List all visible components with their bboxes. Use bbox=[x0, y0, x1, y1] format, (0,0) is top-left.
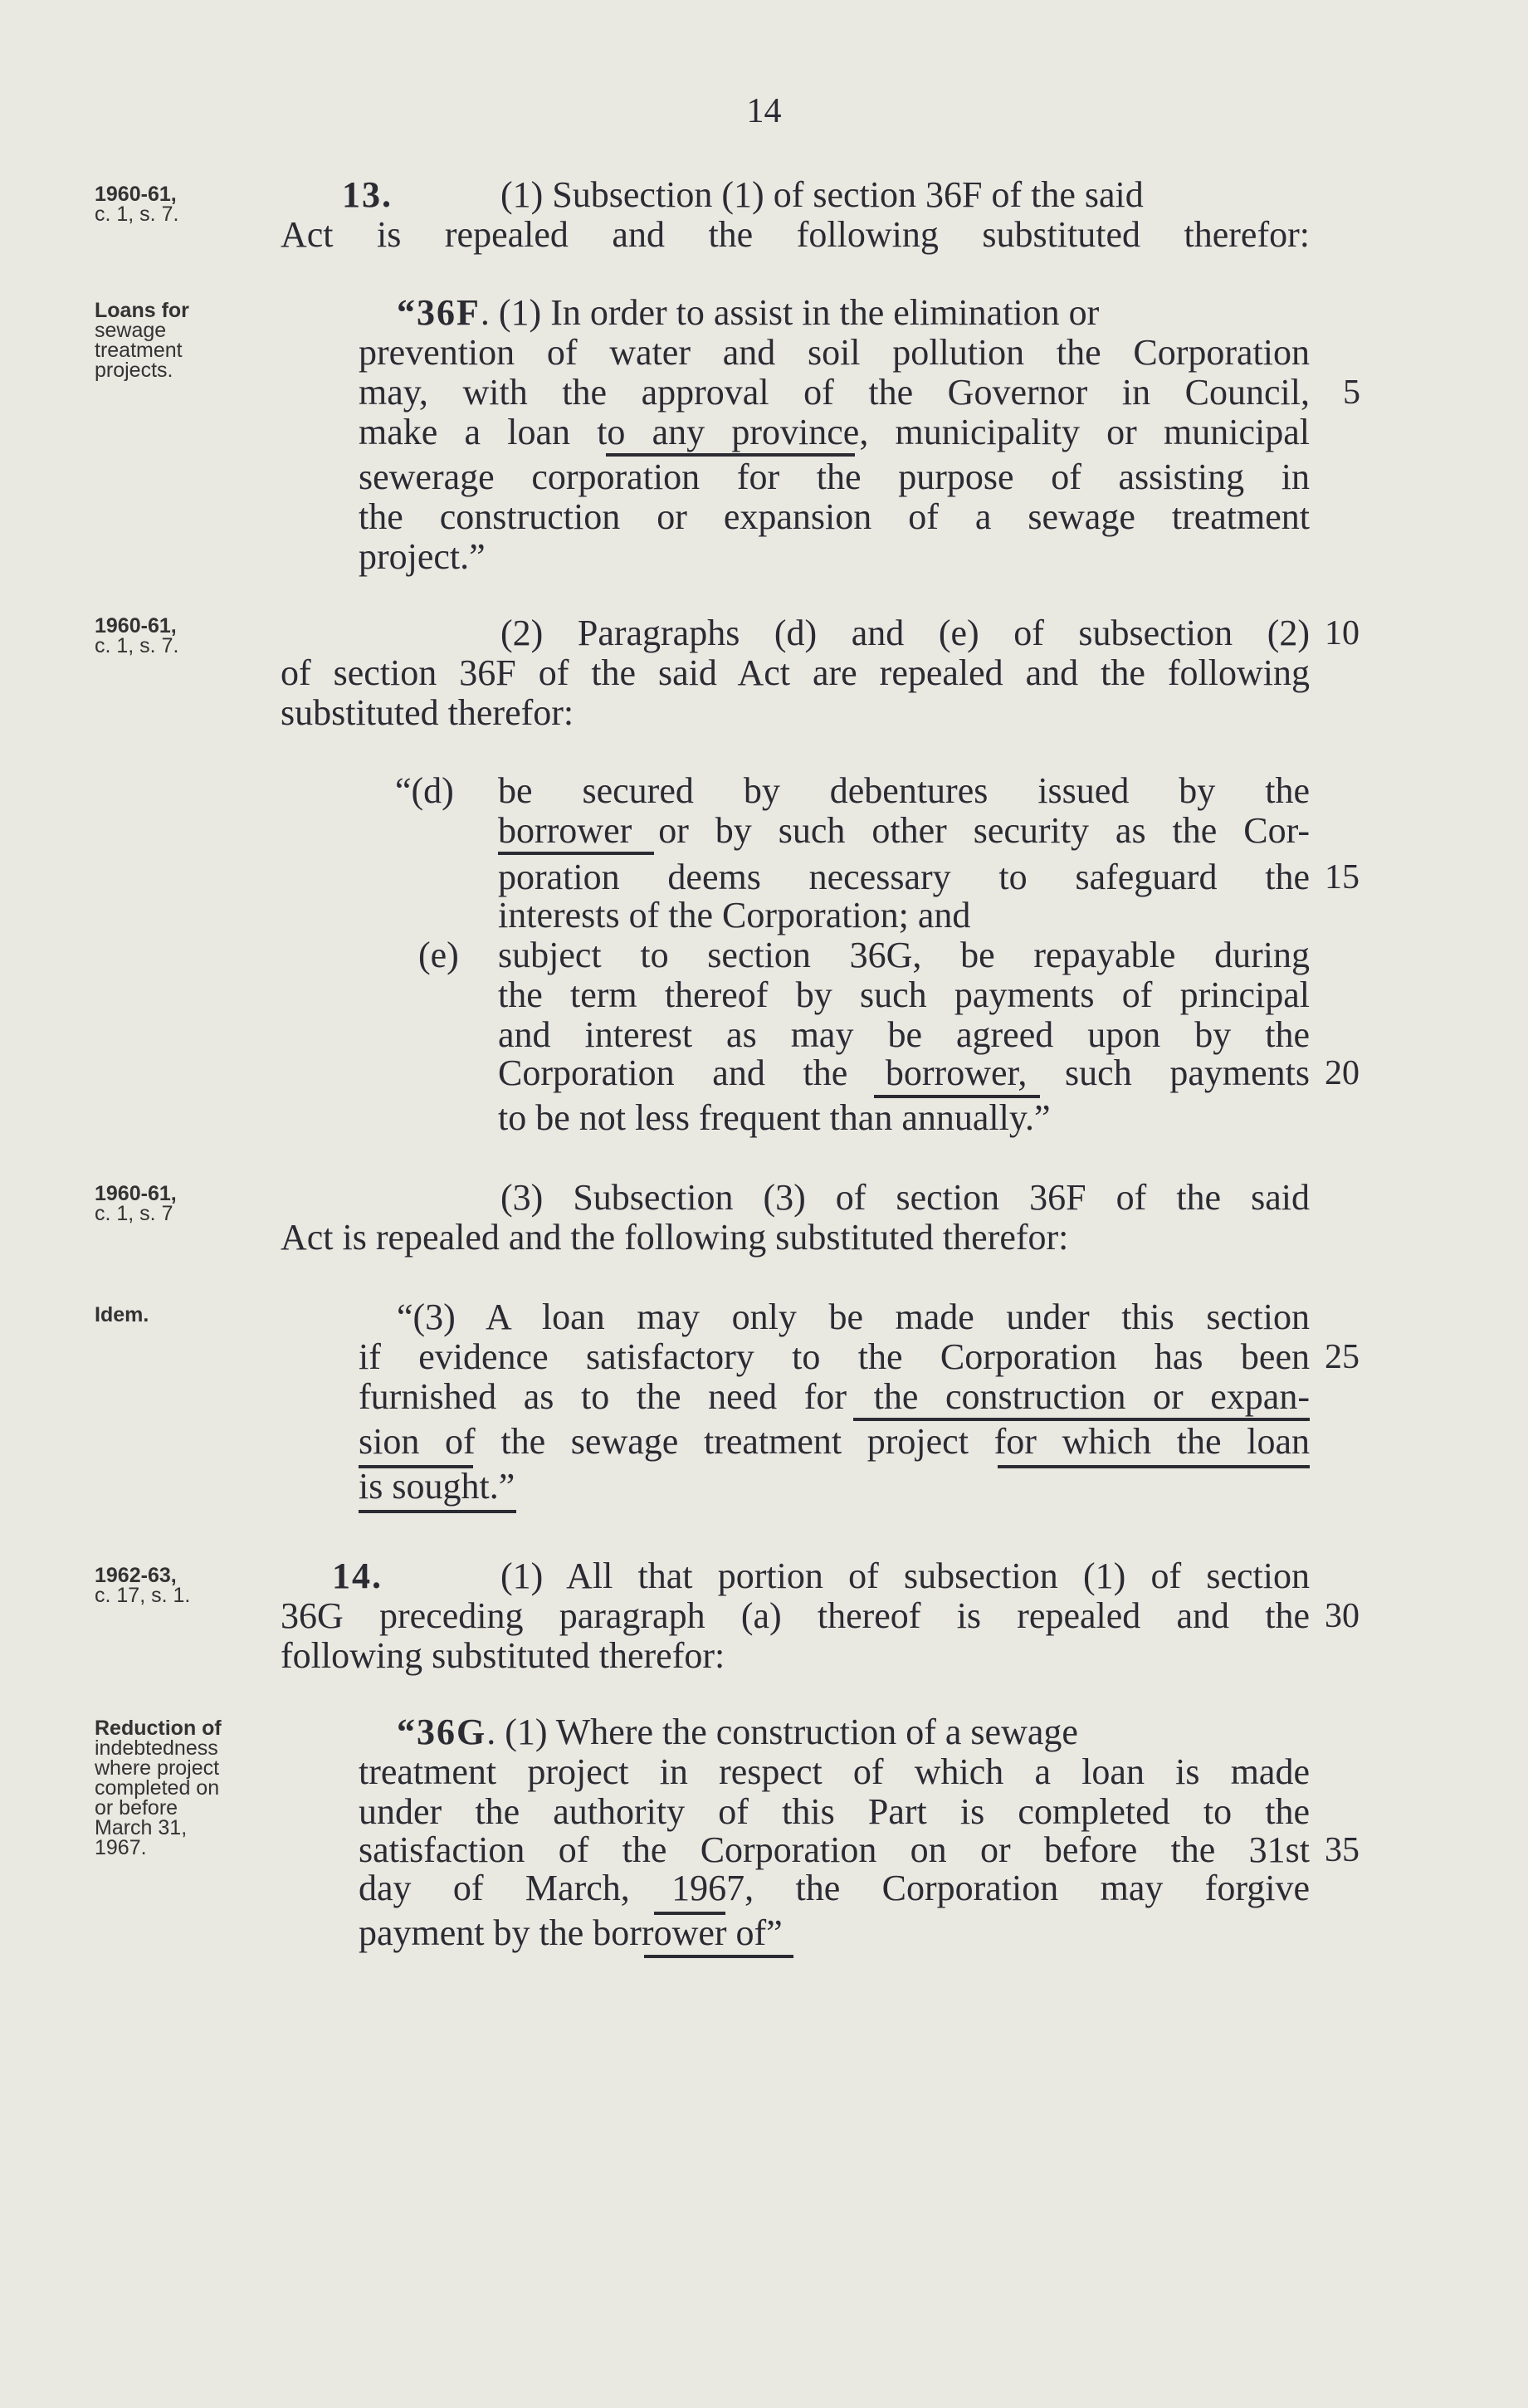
text-line: and interest as may be agreed upon by the bbox=[498, 1014, 1310, 1055]
text-line: furnished as to the need for the construction or expan- bbox=[359, 1376, 1310, 1417]
section-13-number: 13. bbox=[342, 174, 393, 215]
text-line: “36G. (1) Where the construction of a sewage bbox=[397, 1712, 1078, 1752]
text-line: following substituted therefor: bbox=[281, 1635, 725, 1676]
marginal-note-heading: Reduction of indebtedness where project completed on or before March 31, 1967. bbox=[95, 1717, 222, 1859]
text-line: treatment project in respect of which a loan is made bbox=[359, 1751, 1310, 1792]
text-line: sion of the sewage treatment project for which the loan bbox=[359, 1421, 1310, 1462]
text-line: of section 36F of the said Act are repealed and the following bbox=[281, 652, 1310, 693]
text-line: payment by the borrower of” bbox=[359, 1912, 783, 1953]
text-line: sewerage corporation for the purpose of assisting in bbox=[359, 457, 1310, 497]
line-number: 10 bbox=[1325, 614, 1360, 652]
text-line: prevention of water and soil pollution the Corporation bbox=[359, 332, 1310, 373]
line-number: 25 bbox=[1325, 1338, 1360, 1376]
text-line: “36F. (1) In order to assist in the elimination or bbox=[397, 292, 1100, 333]
text-line: day of March, 1967, the Corporation may forgive bbox=[359, 1868, 1310, 1908]
text-line: Act is repealed and the following substituted therefor: bbox=[281, 1217, 1069, 1258]
text-line: poration deems necessary to safeguard the bbox=[498, 857, 1310, 897]
marginal-note-citation: 1960-61, c. 1, s. 7 bbox=[95, 1182, 177, 1225]
marginal-note-citation: 1962-63, c. 17, s. 1. bbox=[95, 1564, 191, 1607]
text-line: Act is repealed and the following substituted therefor: bbox=[281, 214, 1310, 255]
text-line: (2) Paragraphs (d) and (e) of subsection (2) bbox=[500, 613, 1310, 653]
text-line: if evidence satisfactory to the Corporation has been bbox=[359, 1336, 1310, 1377]
text-line: project.” bbox=[359, 536, 486, 577]
line-number: 35 bbox=[1325, 1831, 1360, 1869]
text-line: to be not less frequent than annually.” bbox=[498, 1097, 1051, 1138]
text-line: (3) Subsection (3) of section 36F of the said bbox=[500, 1177, 1310, 1218]
paragraph-d-label: “(d) bbox=[395, 770, 454, 811]
text-line: borrower or by such other security as the Cor- bbox=[498, 810, 1310, 851]
line-number: 20 bbox=[1325, 1054, 1360, 1092]
marginal-note-heading: Idem. bbox=[95, 1303, 149, 1326]
underline-mark bbox=[359, 1510, 516, 1513]
text-line: be secured by debentures issued by the bbox=[498, 770, 1310, 811]
text-line: (1) All that portion of subsection (1) of section bbox=[500, 1556, 1310, 1596]
text-line: is sought.” bbox=[359, 1466, 515, 1507]
marginal-note-heading: Loans for sewage treatment projects. bbox=[95, 299, 189, 382]
text-line: interests of the Corporation; and bbox=[498, 895, 971, 935]
text-line: Corporation and the borrower, such payments bbox=[498, 1053, 1310, 1093]
text-line: the term thereof by such payments of principal bbox=[498, 974, 1310, 1015]
text-line: the construction or expansion of a sewage treatment bbox=[359, 496, 1310, 537]
line-number: 15 bbox=[1325, 858, 1360, 896]
text-line: subject to section 36G, be repayable during bbox=[498, 935, 1310, 975]
paragraph-e-label: (e) bbox=[418, 935, 459, 975]
text-line: substituted therefor: bbox=[281, 692, 574, 733]
line-number: 5 bbox=[1343, 374, 1360, 412]
section-14-number: 14. bbox=[332, 1556, 383, 1596]
text-line: satisfaction of the Corporation on or before the 31st bbox=[359, 1829, 1310, 1870]
text-line: may, with the approval of the Governor in Council, bbox=[359, 372, 1310, 413]
text-line: 36G preceding paragraph (a) thereof is repealed and the bbox=[281, 1595, 1310, 1636]
marginal-note-citation: 1960-61, c. 1, s. 7. bbox=[95, 183, 179, 226]
text-line: “(3) A loan may only be made under this section bbox=[397, 1297, 1310, 1337]
text-line: (1) Subsection (1) of section 36F of the said bbox=[500, 174, 1144, 215]
underline-mark bbox=[498, 852, 654, 855]
underline-mark bbox=[998, 1465, 1310, 1468]
underline-mark bbox=[644, 1955, 793, 1958]
text-line: under the authority of this Part is completed to the bbox=[359, 1791, 1310, 1832]
line-number: 30 bbox=[1325, 1597, 1360, 1635]
page-number: 14 bbox=[746, 92, 782, 130]
marginal-note-citation: 1960-61, c. 1, s. 7. bbox=[95, 614, 179, 657]
text-line: make a loan to any province, municipality or municipal bbox=[359, 412, 1310, 452]
